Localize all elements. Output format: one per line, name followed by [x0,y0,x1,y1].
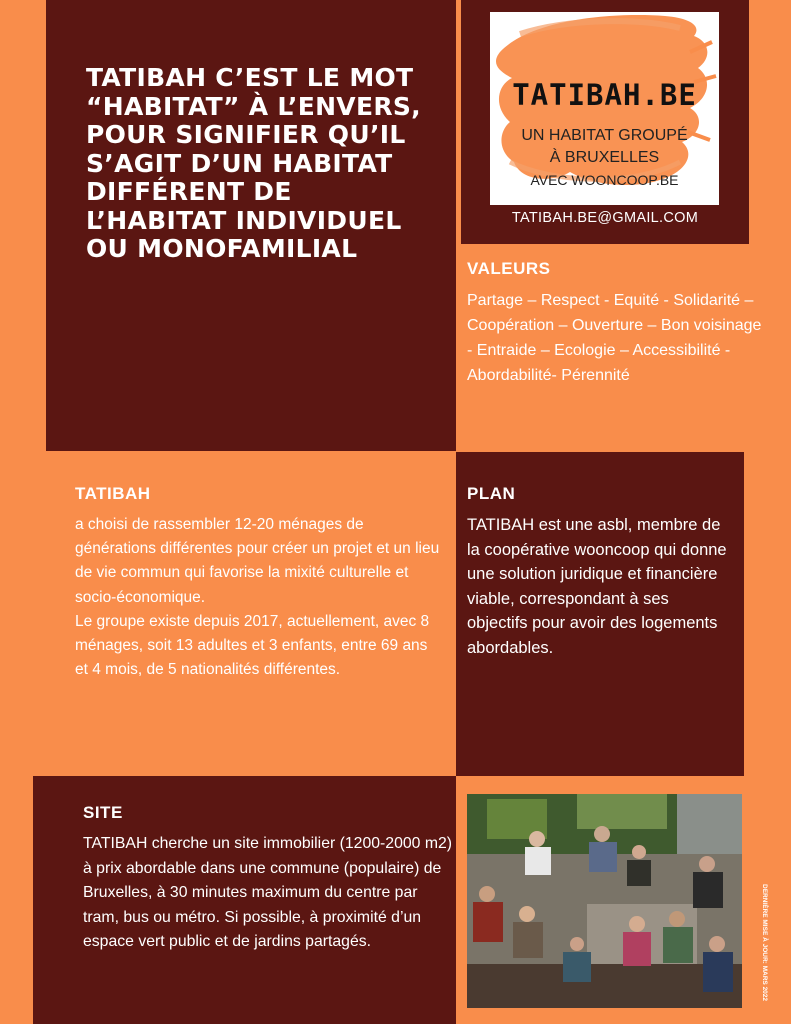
logo [490,12,719,205]
title-panel [46,0,456,451]
tatibah-paragraph-2: Le groupe existe depuis 2017, actuellement, avec 8 ménages, soit 13 adultes et 3 enfants, entre 69 ans et 4 mois, de 5 nationalités différentes. [75,612,430,679]
group-photo-image [467,794,742,1008]
plan-text: TATIBAH est une asbl, membre de la coopérative wooncoop qui donne une solution juridique et financière viable, correspondant à ses objectifs pour avoir des logements abordables. [467,516,727,657]
logo-panel [461,0,749,244]
logo-brand: TATIBAH.BE [512,78,697,112]
group-photo [467,794,742,1008]
tatibah-heading: TATIBAH [75,484,151,503]
last-update-note: DERNIÈRE MISE À JOUR: MARS 2022 [761,884,768,1002]
valeurs-heading: VALEURS [467,259,551,278]
plan-panel [456,452,744,776]
tatibah-text [75,513,440,682]
site-heading: SITE [83,803,123,822]
page-title: TATIBAH C’EST LE MOT “HABITAT” À L’ENVERS, POUR SIGNIFIER QU’IL S’AGIT D’UN HABITAT DIFFÉRENT DE L’HABITAT INDIVIDUEL OU MONOFAMILIAL [86,63,421,263]
contact-email[interactable]: TATIBAH.BE@GMAIL.COM [511,210,699,226]
tatibah-paragraph-1: a choisi de rassembler 12-20 ménages de générations différentes pour créer un projet et un lieu de vie commun qui favorise la mixité culturelle et socio-économique. [75,516,440,606]
site-text: TATIBAH cherche un site immobilier (1200-2000 m2) à prix abordable dans une commune (populaire) de Bruxelles, à 30 minutes maximum du centre par tram, bus ou métro. Si possible, à proximité d’un espace vert public et de jardins partagés. [83,835,453,951]
logo-tagline-3: AVEC WOONCOOP.BE [530,172,679,188]
logo-tagline-2: À BRUXELLES [549,149,660,166]
plan-heading: PLAN [467,484,516,503]
valeurs-text: Partage – Respect - Equité - Solidarité – Coopération – Ouverture – Bon voisinage - Entraide – Ecologie – Accessibilité - Abordabilité- Pérennité [467,292,762,384]
logo-tagline-1: UN HABITAT GROUPÉ [521,127,688,144]
site-panel [33,776,456,1024]
